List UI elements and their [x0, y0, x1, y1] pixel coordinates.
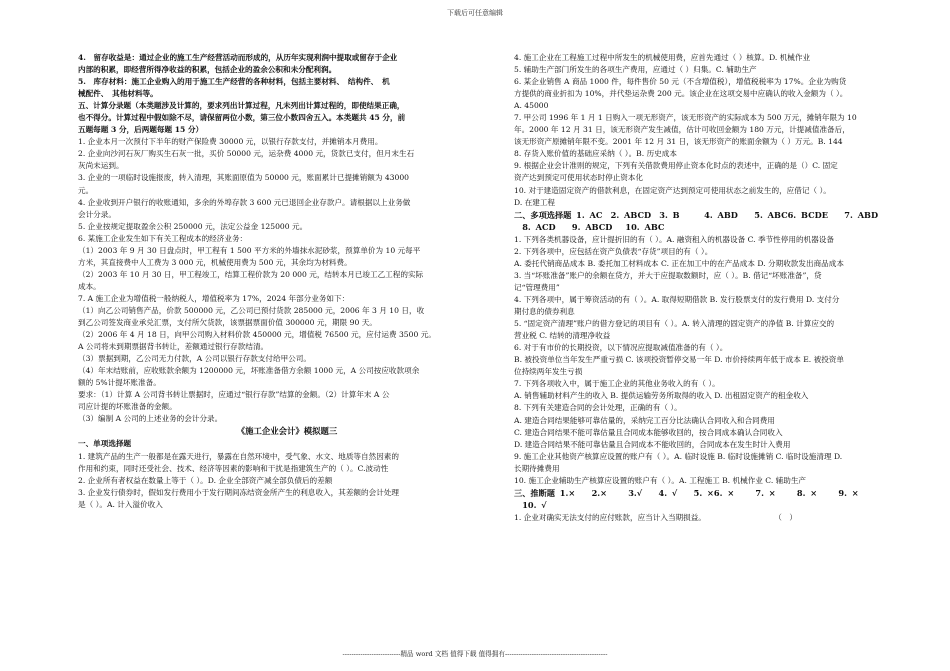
right-text-line: 4. 施工企业在工程施工过程中所发生的机械使用费，应首先通过（ ）核算。D. 机械作业	[514, 53, 811, 62]
right-text-line: 5. “固定资产清理”账户的借方登记的项目有（ ）。A. 转入清理的固定资产的净值 B. 计算应交的	[514, 319, 835, 329]
right-text-line: 7. 下列各项收入中，属于施工企业的其他业务收入的有（ ）。	[514, 379, 720, 389]
right-text-line: D. 在建工程	[514, 197, 556, 207]
left-text-line: 灰尚未运到。	[78, 161, 124, 171]
right-text-line: 记“管理费用”	[514, 282, 560, 292]
left-text-line: 额的 5%计提坏账准备。	[78, 378, 161, 388]
right-text-line: 期付息的债券利息	[514, 307, 575, 317]
right-text-line: A. 45000	[514, 101, 549, 111]
right-text-line: 8. ACD 9. ABCD 10. ABC	[514, 222, 665, 233]
right-text-line: 方提供的商业折扣为 10%，并代垫运杂费 200 元。该企业在这项交易中应确认的收入金额为（ ）。	[514, 89, 848, 99]
footer-note: --------------------------精品 word 文档 值得下载 值得拥有----------------------------------------------	[342, 650, 608, 658]
right-text-line: 该无形资产原摊销年限不变。2001 年 12 月 31 日，该无形资产的账面余额为（ ）万元。B. 144	[514, 137, 843, 147]
right-text-line: B. 被投资单位当年发生严重亏损 C. 该项投资暂停交易一年 D. 市价持续两年低于成本 E. 被投资单	[514, 355, 844, 365]
left-text-line: 7. A 施工企业为增值税一般纳税人，增值税率为 17%，2024 年部分业务如下：	[78, 293, 350, 303]
right-text-line: A. 委托代销商品成本 B. 委托加工材料成本 C. 正在加工中的在产品成本 D. 分期收款发出商品成本	[514, 258, 844, 268]
right-text-line: 10. 施工企业辅助生产核算应设置的账户有（ ）。A. 工程施工 B. 机械作业 C. 辅助生产	[514, 475, 807, 485]
left-text-line: 1. 企业本月一次预付下半年的财产保险费 30000 元，以银行存款支付，并摊销本月费用。	[78, 137, 383, 147]
left-text-line: （2）2006 年 4 月 18 日，向甲公司购入材料价款 450000 元，增值税 76500 元，应付运费 3500 元。	[78, 330, 436, 340]
right-text-line: C. 建造合同结果不能可靠估量且合同成本能够收回的，按合同成本确认合同收入	[514, 427, 783, 437]
left-text-line: 5. 企业按规定提取盈余公积 250000 元，法定公益金 125000 元。	[78, 221, 308, 231]
left-text-line: 1. 建筑产品的生产一般都是在露天进行，暴露在自然环境中，受气象、水文、地质等自然因素的	[78, 451, 399, 461]
left-text-line: 6. 某施工企业发生如下有关工程成本的经济业务：	[78, 233, 248, 243]
left-text-line: 5. 库存材料：施工企业购入的用于施工生产经营的各种材料，包括主要材料、 结构件、 机	[78, 77, 390, 87]
right-text-line: A. 销售辅助材料产生的收入 B. 提供运输劳务所取得的收入 D. 出租固定资产的租金收入	[514, 391, 809, 401]
right-text-line: 位持续两年发生亏损	[514, 367, 583, 377]
left-text-line: 五、计算分录题（本类题涉及计算的，要求列出计算过程，凡未列出计算过程的，即使结果正确，	[78, 101, 405, 111]
left-text-line: 2. 企业所有者权益在数量上等于（ ）。D. 企业全部资产减全部负债后的差额	[78, 475, 333, 485]
left-text-line: 是（ ）。A. 计入溢价收入	[78, 499, 163, 509]
right-text-line: 二、多项选择题 1. AC 2. ABCD 3. B 4. ABD 5. ABC6. BCDE 7. ABD	[514, 209, 879, 220]
left-text-line: 3. 企业发行债券时，假如发行费用小于发行期间冻结资金所产生的利息收入，其差额的会计处理	[78, 487, 399, 497]
right-text-line: D. 建造合同结果不能可靠估量且合同成本不能收回的，合同成本在发生时计入费用	[514, 439, 791, 449]
right-text-line: 4. 下列各项中，属于筹资活动的有（ ）。A. 取得短期借款 B. 发行股票支付的发行费用 D. 支付分	[514, 295, 840, 305]
left-text-line: 械配件、 其他材料等。	[78, 89, 158, 99]
right-text-line: 8. 下列有关建造合同的会计处理，正确的有（ ）。	[514, 403, 682, 413]
right-text-line: 1. 下列各类机器设备，应计提折旧的有（ ）。A. 融资租入的机器设备 C. 季节性停用的机器设备	[514, 234, 834, 244]
right-text-line: 2. 下列各项中，应包括在资产负债表“存货”项目的有（ ）。	[514, 246, 713, 256]
right-text-line: 5. 辅助生产部门所发生的各项生产费用，应通过（ ）归集。C. 辅助生产	[514, 65, 757, 75]
left-text-line: 也不得分。计算过程中假如除不尽，请保留两位小数，第三位小数四舍五入。本类题共 45 分，前	[78, 113, 406, 123]
right-column	[514, 52, 932, 524]
left-text-line: （1）向乙公司销售产品，价款 500000 元，乙公司已预付货款 285000 元，2006 年 3 月 10 日，收	[78, 305, 425, 315]
right-text-line: 8. 存货入账价值的基础应采纳（ ）。B. 历史成本	[514, 149, 677, 159]
right-text-line: 年。2000 年 12 月 31 日，该无形资产发生减值，估计可收回金额为 180 万元，计提减值准备后，	[514, 125, 850, 135]
left-text-line: 元。	[78, 185, 94, 195]
left-text-line: （3）编制 A 公司的上述业务的会计分录。	[78, 414, 223, 424]
left-text-line: （1）2003 年 9 月 30 日盘点时，甲工程有 1 500 平方米的外墙抹水泥砂浆，预算单价为 10 元每平	[78, 245, 421, 255]
left-text-line: （4）年末结账前，应收账款余额为 1200000 元，坏账准备借方余额 1000 元，A 公司按应收款项余	[78, 366, 420, 376]
left-text-line: 一、单项选择题	[78, 439, 132, 449]
right-text-line: 7. 甲公司 1996 年 1 月 1 日购入一项无形资产，该无形资产的实际成本为 500 万元，摊销年限为 10	[514, 113, 857, 123]
left-text-line: 《施工企业会计》模拟题三	[236, 426, 338, 437]
left-text-line: （3）票据到期，乙公司无力付款，A 公司以银行存款支付给甲公司。	[78, 354, 311, 364]
left-text-line: 内部的积累，即经营所得净收益的积累，包括企业的盈余公积和未分配利润。	[78, 65, 337, 75]
left-text-line: 作用和约束，同时还受社会、技术、经济等因素的影响和干扰是指建筑生产的（ ）。C.波动性	[78, 463, 389, 473]
left-text-line: 司应计提的坏账准备的金额。	[78, 402, 177, 412]
right-text-line: 6. 对于有市价的长期投资，以下情况应提取减值准备的有（ ）。	[514, 343, 728, 353]
left-text-line: A 公司将未到期票据背书转让，差额通过银行存款结清。	[78, 342, 269, 352]
left-text-line: 3. 企业的一项临时设施报废，转入清理，其账面原值为 50000 元，账面累计已提摊销额为 43000	[78, 173, 409, 183]
right-text-line: 营业税 C. 结转的清理净收益	[514, 331, 611, 341]
right-text-line: A. 建造合同结果能够可靠估量的，采纳完工百分比法确认合同收入和合同费用	[514, 415, 775, 425]
left-text-line: 五题每题 3 分，后两题每题 15 分）	[78, 125, 204, 135]
right-text-line: 9. 根据企业会计准则的规定，下列有关借款费用停止资本化时点的表述中，正确的是（）C. 固定	[514, 161, 838, 171]
left-text-line: 2. 企业向沙河石灰厂购买生石灰一批，买价 50000 元，运杂费 4000 元，货款已支付，但月末生石	[78, 149, 415, 159]
right-text-line: 3. 当“坏账准备”账户的余额在贷方，并大于应提取数额时，应（ ）。B. 借记“坏账准备”，贷	[514, 270, 822, 280]
left-text-line: （2）2003 年 10 月 30 日，甲工程竣工，结算工程价款为 20 000 元，结转本月已竣工乙工程的实际	[78, 269, 424, 279]
right-text-line: 资产达到预定可使用状态时停止资本化	[514, 173, 644, 183]
right-text-line: 10. √	[514, 500, 547, 511]
left-text-line: 要求：（1）计算 A 公司背书转让票据时，应通过“银行存款”结算的金额。（2）计算年末 A 公	[78, 390, 390, 400]
right-text-line: 6. 某企业销售 A 商品 1000 件，每件售价 50 元（不含增值税），增值税税率为 17%。企业为购货	[514, 77, 847, 87]
left-text-line: 方米，其直接费中人工费为 3 000 元，机械使用费为 500 元，其余均为材料费。	[78, 257, 352, 267]
right-text-line: 三、推断题 1.× 2.× 3.√ 4. √ 5. ×6. × 7. × 8. × 9. ×	[514, 487, 859, 498]
header-note: 下载后可任意编辑	[447, 9, 503, 17]
right-text-line: 长期待摊费用	[514, 463, 560, 473]
right-text-line: 1. 企业对确实无法支付的应付账款，应当计入当期损益。 （ ）	[514, 512, 798, 522]
left-text-line: 4. 企业收到开户银行的收账通知，多余的外埠存款 3 600 元已退回企业存款户。请根据以上业务做	[78, 197, 411, 207]
right-text-line: 10. 对于建造固定资产的借款利息，在固定资产达到预定可使用状态之前发生的，应借记（ ）。	[514, 185, 831, 195]
right-text-line: 9. 施工企业其他资产核算应设置的账户有（ ）。A. 临时设施 B. 临时设施摊销 C. 临时设施清理 D.	[514, 451, 843, 461]
left-text-line: 成本。	[78, 281, 101, 291]
left-text-line: 到乙公司签发商业承兑汇票，支付所欠货款，该票据票面价值 300000 元，期限 90 天。	[78, 318, 377, 328]
left-column	[78, 52, 496, 511]
left-text-line: 4. 留存收益是：通过企业的施工生产经营活动而形成的，从历年实现利润中提取或留存于企业	[78, 53, 398, 62]
left-text-line: 会计分录。	[78, 209, 116, 219]
